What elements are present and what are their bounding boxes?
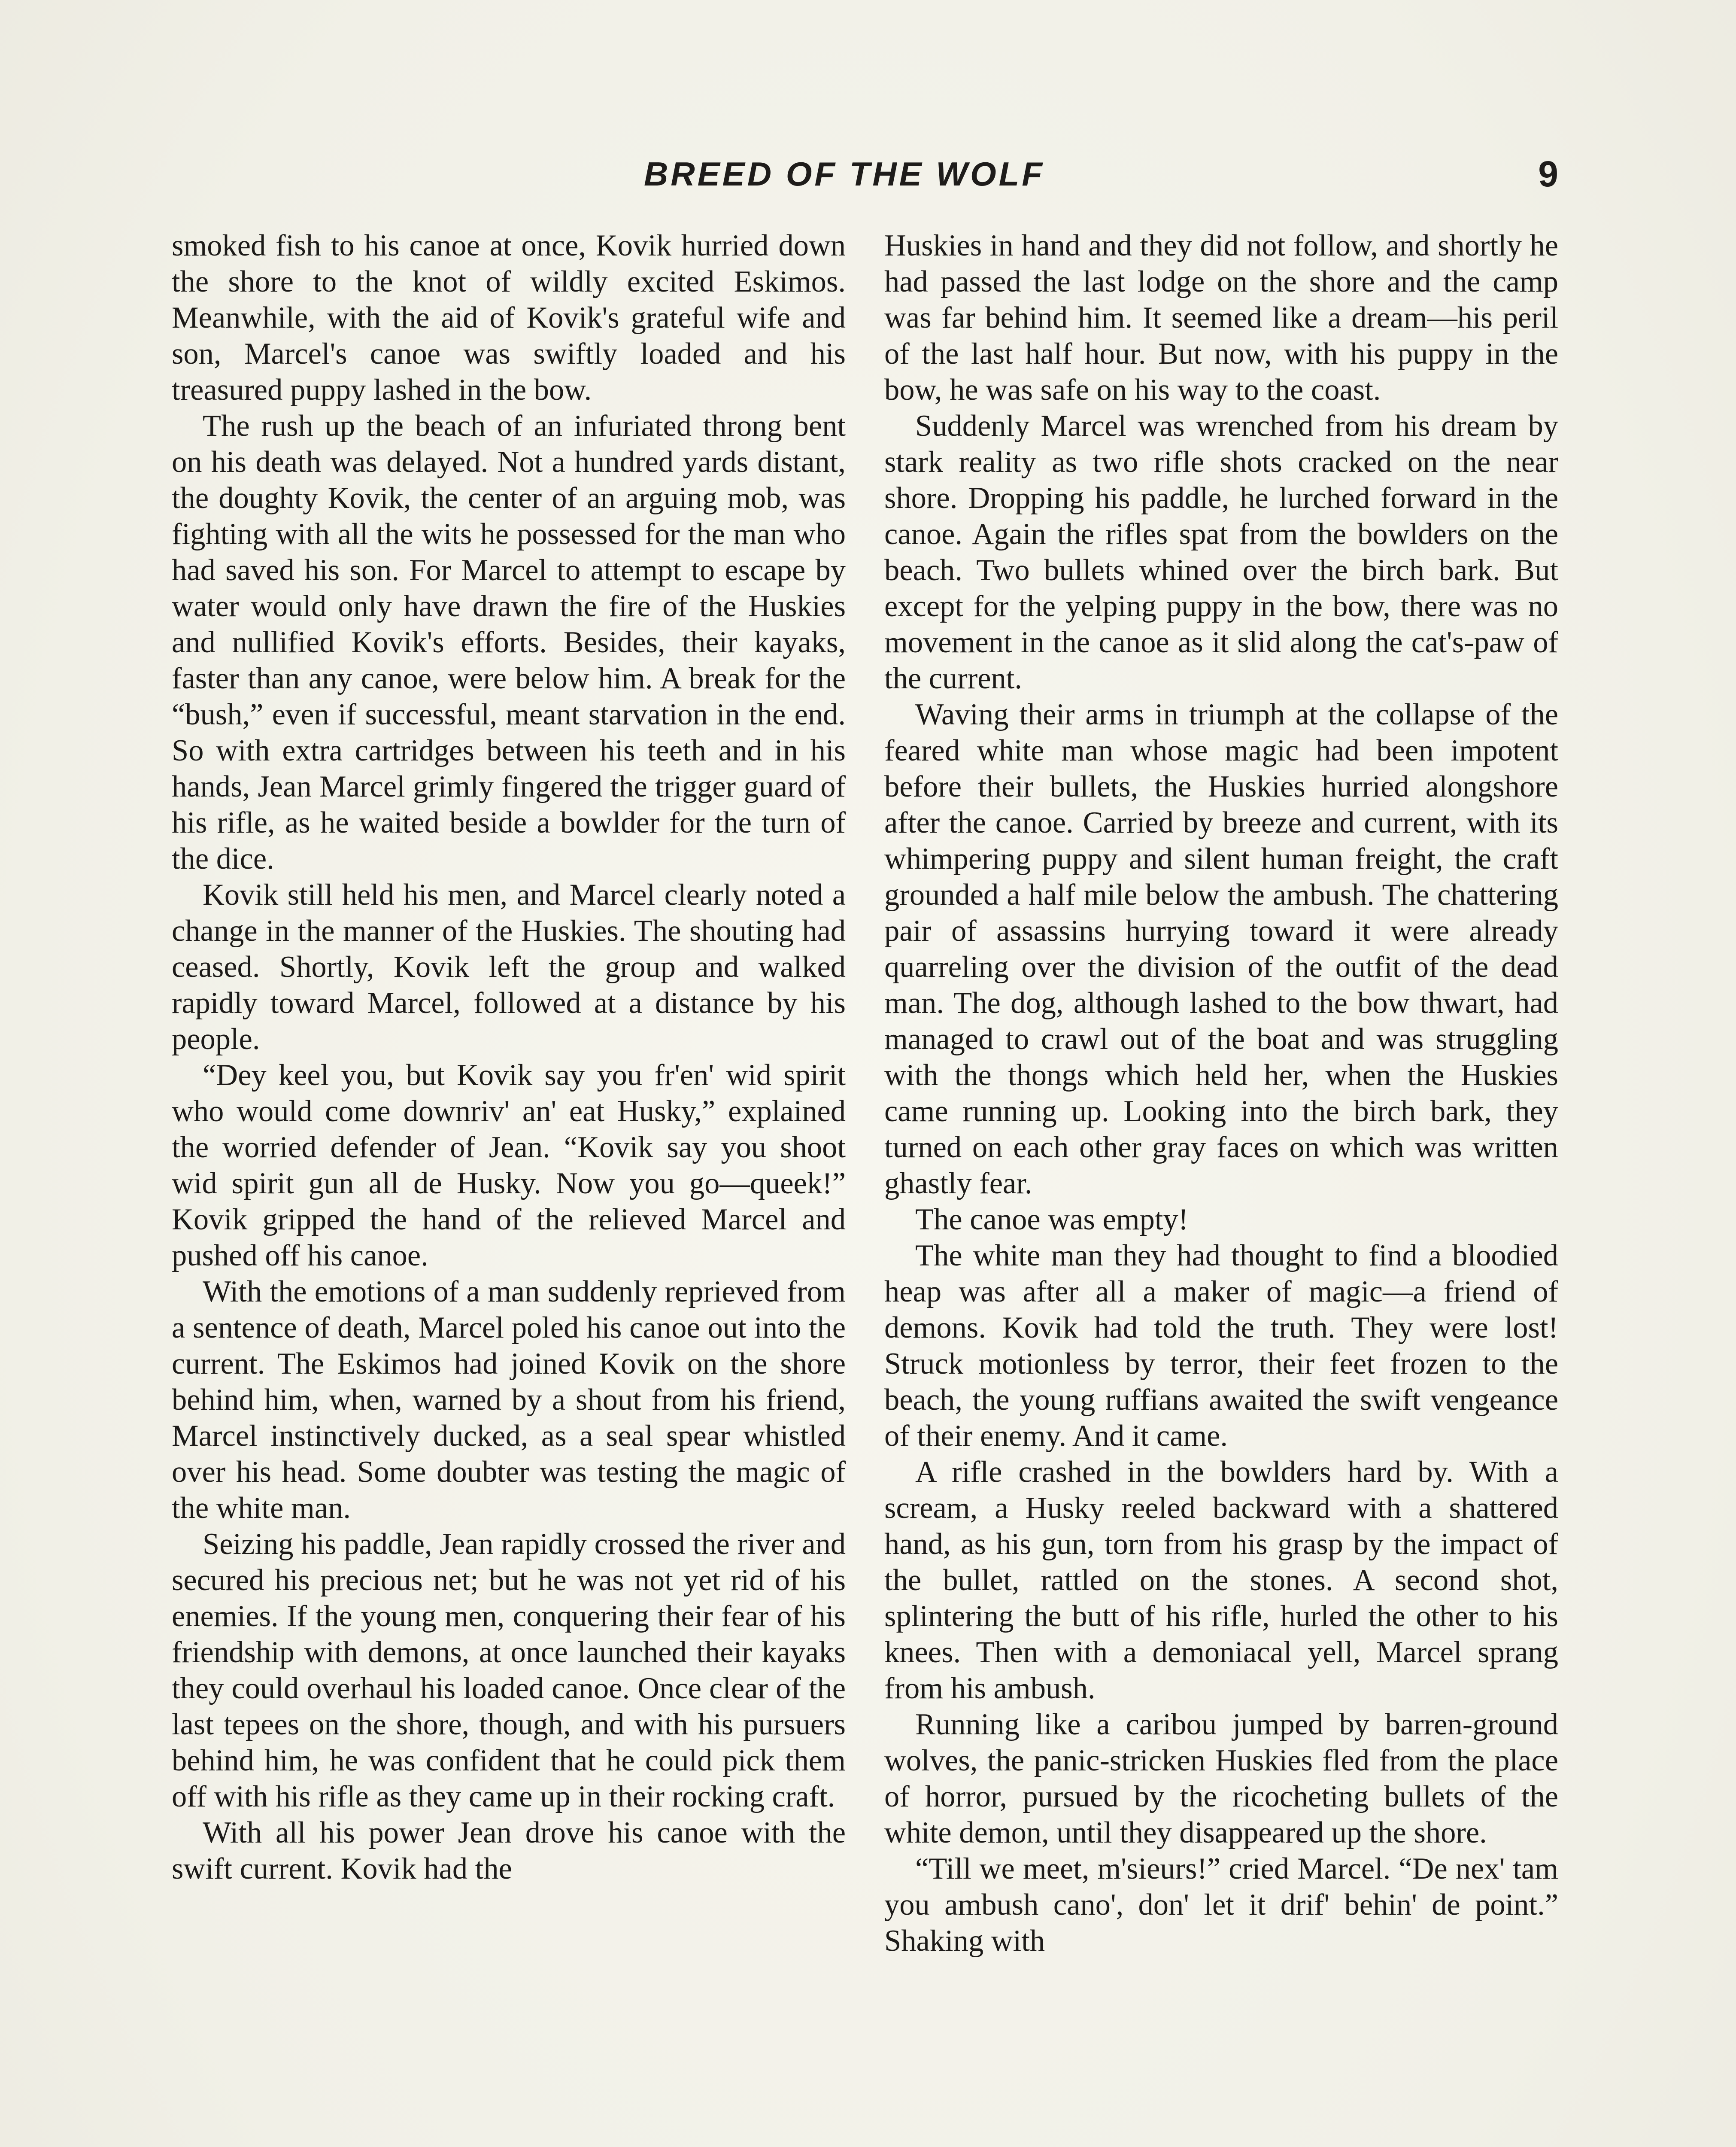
running-head (172, 148, 1558, 200)
right-column (884, 228, 1558, 1959)
paragraph: The white man they had thought to find a bloodied heap was after all a maker of magic—a friend of demons. Kovik had told the truth. They were lost! Struck motionless by terror, their feet frozen to the beach, the young ruffians awaited the swift vengeance of their enemy. And it came. (884, 1239, 1558, 1453)
paragraph: Seizing his paddle, Jean rapidly crossed the river and secured his precious net; but he was not yet rid of his enemies. If the young men, conquering their fear of his friendship with demons, at once launched their kayaks they could overhaul his loaded canoe. Once clear of the last tepees on the shore, though, and with his pursuers behind him, he was confident that he could pick them off with his rifle as they came up in their rocking craft. (172, 1527, 846, 1813)
paragraph: With the emotions of a man suddenly reprieved from a sentence of death, Marcel poled his canoe out into the current. The Eskimos had joined Kovik on the shore behind him, when, warned by a shout from his friend, Marcel instinctively ducked, as a seal spear whistled over his head. Some doubter was testing the magic of the white man. (172, 1275, 846, 1525)
paragraph: “Dey keel you, but Kovik say you fr'en' wid spirit who would come downriv' an' eat Husky,” explained the worried defender of Jean. “Kovik say you shoot wid spirit gun all de Husky. Now you go—queek!” Kovik gripped the hand of the relieved Marcel and pushed off his canoe. (172, 1058, 846, 1272)
paragraph: Huskies in hand and they did not follow, and shortly he had passed the last lodge on the shore and the camp was far behind him. It seemed like a dream—his peril of the last half hour. But now, with his puppy in the bow, he was safe on his way to the coast. (884, 229, 1558, 407)
paragraph: The rush up the beach of an infuriated throng bent on his death was delayed. Not a hundred yards distant, the doughty Kovik, the center of an arguing mob, was fighting with all the wits he possessed for the man who had saved his son. For Marcel to attempt to escape by water would only have drawn the fire of the Huskies and nullified Kovik's efforts. Besides, their kayaks, faster than any canoe, were below him. A break for the “bush,” even if successful, meant starvation in the end. So with extra cartridges between his teeth and in his hands, Jean Marcel grimly fingered the trigger guard of his rifle, as he waited beside a bowlder for the turn of the dice. (172, 409, 846, 876)
page-number: 9 (1538, 154, 1558, 194)
paragraph: A rifle crashed in the bowlders hard by. With a scream, a Husky reeled backward with a shattered hand, as his gun, torn from his grasp by the impact of the bullet, rattled on the stones. A second shot, splintering the butt of his rifle, hurled the other to his knees. Then with a demoniacal yell, Marcel sprang from his ambush. (884, 1455, 1558, 1705)
paragraph: Suddenly Marcel was wrenched from his dream by stark reality as two rifle shots cracked on the near shore. Dropping his paddle, he lurched forward in the canoe. Again the rifles spat from the bowlders on the beach. Two bullets whined over the birch bark. But except for the yelping puppy in the bow, there was no movement in the canoe as it slid along the cat's-paw of the current. (884, 409, 1558, 695)
paragraph: smoked fish to his canoe at once, Kovik hurried down the shore to the knot of wildly excited Eskimos. Meanwhile, with the aid of Kovik's grateful wife and son, Marcel's canoe was swiftly loaded and his treasured puppy lashed in the bow. (172, 229, 846, 407)
paragraph: Kovik still held his men, and Marcel clearly noted a change in the manner of the Huskies. The shouting had ceased. Shortly, Kovik left the group and walked rapidly toward Marcel, followed at a distance by his people. (172, 878, 846, 1056)
paragraph: The canoe was empty! (915, 1203, 1189, 1236)
paragraph: Waving their arms in triumph at the collapse of the feared white man whose magic had been impotent before their bullets, the Huskies hurried alongshore after the canoe. Carried by breeze and current, with its whimpering puppy and silent human freight, the craft grounded a half mile below the ambush. The chattering pair of assassins hurrying toward it were already quarreling over the division of the outfit of the dead man. The dog, although lashed to the bow thwart, had managed to crawl out of the boat and was struggling with the thongs which held her, when the Huskies came running up. Looking into the birch bark, they turned on each other gray faces on which was written ghastly fear. (884, 698, 1558, 1200)
paragraph: With all his power Jean drove his canoe with the swift current. Kovik had the (172, 1816, 846, 1885)
left-column (172, 228, 846, 1887)
paragraph: “Till we meet, m'sieurs!” cried Marcel. “De nex' tam you ambush cano', don' let it drif' behin' de point.” Shaking with (884, 1852, 1558, 1958)
running-title: BREED OF THE WOLF (644, 155, 1045, 193)
paragraph: Running like a caribou jumped by barren-ground wolves, the panic-stricken Huskies fled from the place of horror, pursued by the ricocheting bullets of the white demon, until they disappeared up the shore. (884, 1708, 1558, 1849)
